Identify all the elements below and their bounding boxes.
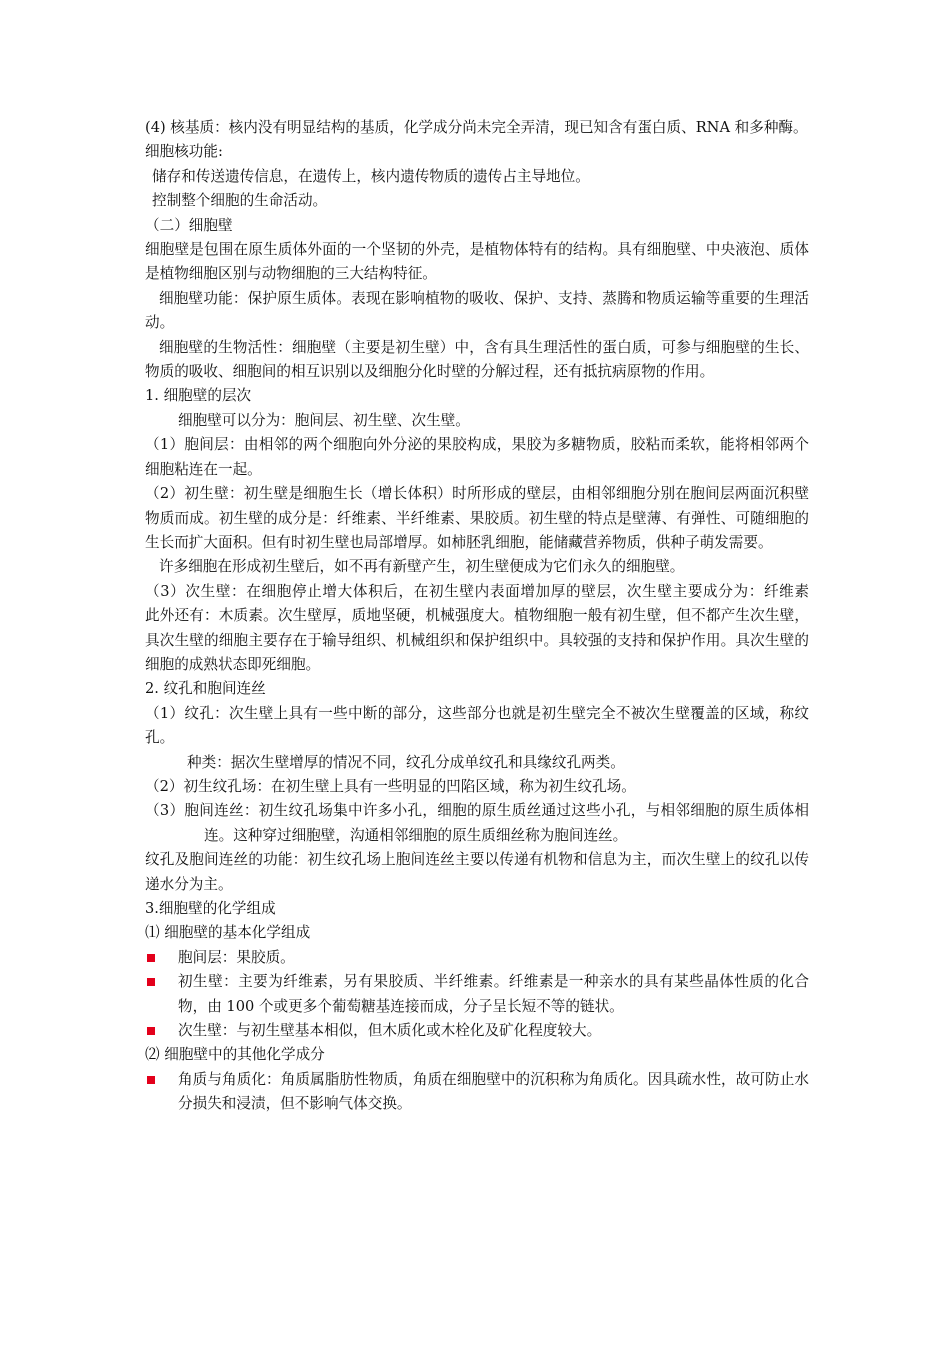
document-body	[145, 116, 824, 1117]
square-bullet-icon	[145, 1068, 178, 1092]
nucleoplasm-paragraph: (4) 核基质：核内没有明显结构的基质，化学成分尚未完全弄清，现已知含有蛋白质、RNA 和多种酶。	[145, 119, 808, 136]
pit-types-paragraph: 种类：据次生壁增厚的情况不同，纹孔分成单纹孔和具缘纹孔两类。	[187, 753, 625, 771]
nucleus-function-item: 储存和传送遗传信息，在遗传上，核内遗传物质的遗传占主导地位。	[152, 167, 590, 185]
list-item	[145, 970, 809, 1019]
plasmodesmata-paragraph: （3）胞间连丝：初生纹孔场集中许多小孔，细胞的原生质丝通过这些小孔，与相邻细胞的原生质体相连。这种穿过细胞壁，沟通相邻细胞的原生质细丝称为胞间连丝。	[145, 802, 809, 844]
list-item-text: 初生壁：主要为纤维素，另有果胶质、半纤维素。纤维素是一种亲水的具有某些晶体性质的化合物，由 100 个或更多个葡萄糖基连接而成，分子呈长短不等的链状。	[178, 973, 809, 1015]
cell-wall-activity-paragraph: 细胞壁的生物活性：细胞壁（主要是初生壁）中，含有具生理活性的蛋白质，可参与细胞壁的生长、物质的吸收、细胞间的相互识别以及细胞分化时壁的分解过程，还有抵抗病原物的作用。	[145, 338, 809, 381]
pits-heading: 2. 纹孔和胞间连丝	[145, 680, 266, 698]
square-bullet-icon	[145, 1019, 178, 1043]
primary-wall-permanent-paragraph: 许多细胞在形成初生壁后，如不再有新壁产生，初生壁便成为它们永久的细胞壁。	[159, 558, 685, 576]
secondary-wall-paragraph: （3）次生壁：在细胞停止增大体积后，在初生壁内表面增加厚的壁层，次生壁主要成分为：纤维素 此外还有：木质素。次生壁厚，质地坚硬，机械强度大。植物细胞一般有初生壁，但不都产生次生壁，具次生壁的细胞主要存在于输导组织、机械组织和保护组织中。具较强的支持和保护作用。具次生壁的细胞的成熟状态即死细胞。	[145, 582, 824, 673]
list-item	[145, 946, 809, 970]
nucleus-function-heading: 细胞核功能:	[145, 143, 223, 161]
other-chemistry-heading: ⑵ 细胞壁中的其他化学成分	[145, 1046, 325, 1064]
cell-wall-heading: （二）细胞壁	[145, 216, 233, 234]
middle-lamella-paragraph: （1）胞间层：由相邻的两个细胞向外分泌的果胶构成，果胶为多糖物质，胶粘而柔软，能将相邻两个细胞粘连在一起。	[145, 436, 809, 478]
list-item	[145, 1019, 809, 1043]
square-bullet-icon	[145, 970, 178, 994]
cell-wall-intro-paragraph: 细胞壁是包围在原生质体外面的一个坚韧的外壳，是植物体特有的结构。具有细胞壁、中央液泡、质体是植物细胞区别与动物细胞的三大结构特征。	[145, 241, 809, 283]
basic-chemistry-heading: ⑴ 细胞壁的基本化学组成	[145, 924, 311, 942]
list-item	[145, 1068, 809, 1117]
cell-wall-function-paragraph: 细胞壁功能：保护原生质体。表现在影响植物的吸收、保护、支持、蒸腾和物质运输等重要的生理活动。	[145, 289, 809, 332]
list-item-text: 角质与角质化：角质属脂肪性物质，角质在细胞壁中的沉积称为角质化。因具疏水性，故可防止水分损失和浸渍，但不影响气体交换。	[178, 1070, 809, 1113]
chemistry-heading: 3.细胞壁的化学组成	[145, 900, 276, 917]
primary-pit-field-paragraph: （2）初生纹孔场：在初生壁上具有一些明显的凹陷区域，称为初生纹孔场。	[145, 777, 636, 795]
square-bullet-icon	[145, 946, 178, 970]
primary-wall-paragraph: （2）初生壁：初生壁是细胞生长（增长体积）时所形成的壁层，由相邻细胞分别在胞间层两面沉积壁物质而成。初生壁的成分是：纤维素、半纤维素、果胶质。初生壁的特点是壁薄、有弹性、可随细胞的生长而扩大面积。但有时初生壁也局部增厚。如柿胚乳细胞，能储藏营养物质，供种子萌发需要。	[145, 485, 809, 551]
list-item-text: 胞间层：果胶质。	[178, 948, 295, 966]
layers-intro-paragraph: 细胞壁可以分为：胞间层、初生壁、次生壁。	[178, 411, 470, 429]
list-item-text: 次生壁：与初生壁基本相似，但木质化或木栓化及矿化程度较大。	[178, 1022, 602, 1040]
pits-function-paragraph: 纹孔及胞间连丝的功能：初生纹孔场上胞间连丝主要以传递有机物和信息为主，而次生壁上的纹孔以传递水分为主。	[145, 851, 809, 893]
nucleus-function-item: 控制整个细胞的生命活动。	[152, 192, 328, 210]
pit-paragraph: （1）纹孔：次生壁上具有一些中断的部分，这些部分也就是初生壁完全不被次生壁覆盖的区域，称纹孔。	[145, 704, 809, 747]
layers-heading: 1. 细胞壁的层次	[145, 387, 252, 405]
